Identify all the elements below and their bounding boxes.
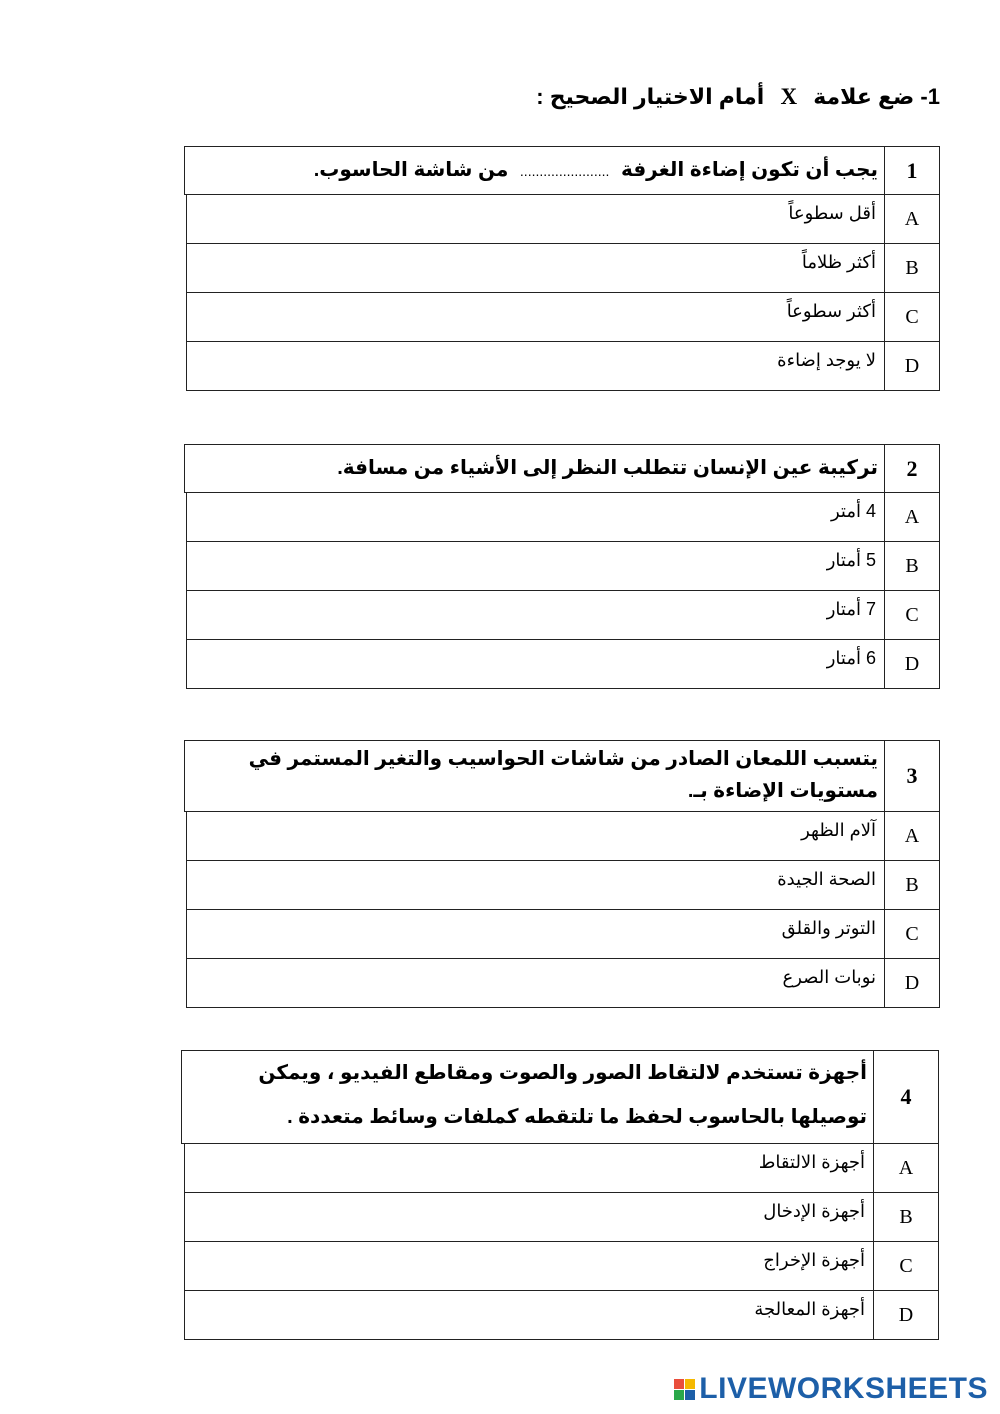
option-letter: C [884, 293, 939, 341]
option-text: أكثر سطوعاً [786, 301, 876, 321]
option-text: أكثر ظلاماً [801, 252, 876, 272]
option-row[interactable] [184, 1242, 939, 1291]
question-number: 1 [884, 147, 939, 194]
option-text: نوبات الصرع [782, 967, 876, 987]
question-number: 2 [884, 445, 939, 492]
question-number: 3 [884, 741, 939, 811]
option-row[interactable] [186, 812, 940, 861]
brand-name: LIVEWORKSHEETS [699, 1372, 988, 1405]
option-letter: A [884, 493, 939, 541]
question-header [184, 444, 940, 493]
option-letter: B [873, 1193, 938, 1241]
option-row[interactable] [186, 959, 940, 1008]
answer-blank[interactable]: ....................... [519, 163, 610, 179]
option-letter: D [884, 342, 939, 390]
option-row[interactable] [186, 910, 940, 959]
title-number: 1- [920, 84, 940, 109]
option-letter: A [884, 195, 939, 243]
title-after-x: أمام الاختيار الصحيح : [536, 84, 765, 109]
question-text [185, 147, 884, 194]
option-text: 6 أمتار [826, 648, 876, 668]
option-letter: A [884, 812, 939, 860]
option-letter: D [884, 640, 939, 688]
liveworksheets-logo [674, 1372, 988, 1406]
question-1 [184, 146, 940, 391]
option-letter: C [884, 910, 939, 958]
option-text: 7 أمتار [826, 599, 876, 619]
question-text: يتسبب اللمعان الصادر من شاشات الحواسيب والتغير المستمر في مستويات الإضاءة بـ. [248, 748, 878, 802]
question-2 [184, 444, 940, 689]
option-row[interactable] [186, 542, 940, 591]
option-row[interactable] [186, 293, 940, 342]
option-row[interactable] [184, 1291, 939, 1340]
option-letter: B [884, 861, 939, 909]
option-text: آلام الظهر [801, 820, 876, 840]
question-header [181, 1050, 939, 1144]
option-row[interactable] [186, 493, 940, 542]
exercise-title [536, 84, 940, 110]
option-text: أقل سطوعاً [788, 203, 876, 223]
question-text: أجهزة تستخدم لالتقاط الصور والصوت ومقاطع الفيديو ، ويمكن توصيلها بالحاسوب لحفظ ما تلتقطه كملفات وسائط متعددة . [258, 1062, 867, 1128]
title-x-mark: X [780, 84, 798, 109]
option-text: أجهزة الإدخال [763, 1201, 865, 1221]
option-text: أجهزة الإخراج [763, 1250, 865, 1270]
option-text: لا يوجد إضاءة [777, 350, 876, 370]
option-row[interactable] [186, 861, 940, 910]
option-text: الصحة الجيدة [777, 869, 876, 889]
option-row[interactable] [186, 640, 940, 689]
question-text-end: من شاشة الحاسوب. [313, 159, 509, 181]
option-letter: D [873, 1291, 938, 1339]
title-before-x: ضع علامة [813, 84, 915, 109]
option-row[interactable] [186, 244, 940, 293]
option-letter: A [873, 1144, 938, 1192]
question-3 [184, 740, 940, 1008]
option-row[interactable] [184, 1144, 939, 1193]
option-letter: C [873, 1242, 938, 1290]
option-letter: B [884, 542, 939, 590]
option-text: أجهزة المعالجة [754, 1299, 865, 1319]
option-text: 5 أمتار [826, 550, 876, 570]
question-text-start: يجب أن تكون إضاءة الغرفة [620, 159, 878, 181]
option-text: التوتر والقلق [781, 918, 876, 938]
question-header [184, 146, 940, 195]
question-text: تركيبة عين الإنسان تتطلب النظر إلى الأشياء من مسافة. [337, 457, 878, 479]
liveworksheets-mark-icon [674, 1379, 695, 1400]
option-letter: B [884, 244, 939, 292]
option-letter: D [884, 959, 939, 1007]
question-header [184, 740, 940, 812]
question-4 [181, 1050, 939, 1340]
option-row[interactable] [186, 195, 940, 244]
option-text: 4 أمتر [830, 501, 876, 521]
option-row[interactable] [184, 1193, 939, 1242]
option-row[interactable] [186, 591, 940, 640]
option-text: أجهزة الالتقاط [758, 1152, 865, 1172]
question-number: 4 [873, 1051, 938, 1143]
option-letter: C [884, 591, 939, 639]
option-row[interactable] [186, 342, 940, 391]
